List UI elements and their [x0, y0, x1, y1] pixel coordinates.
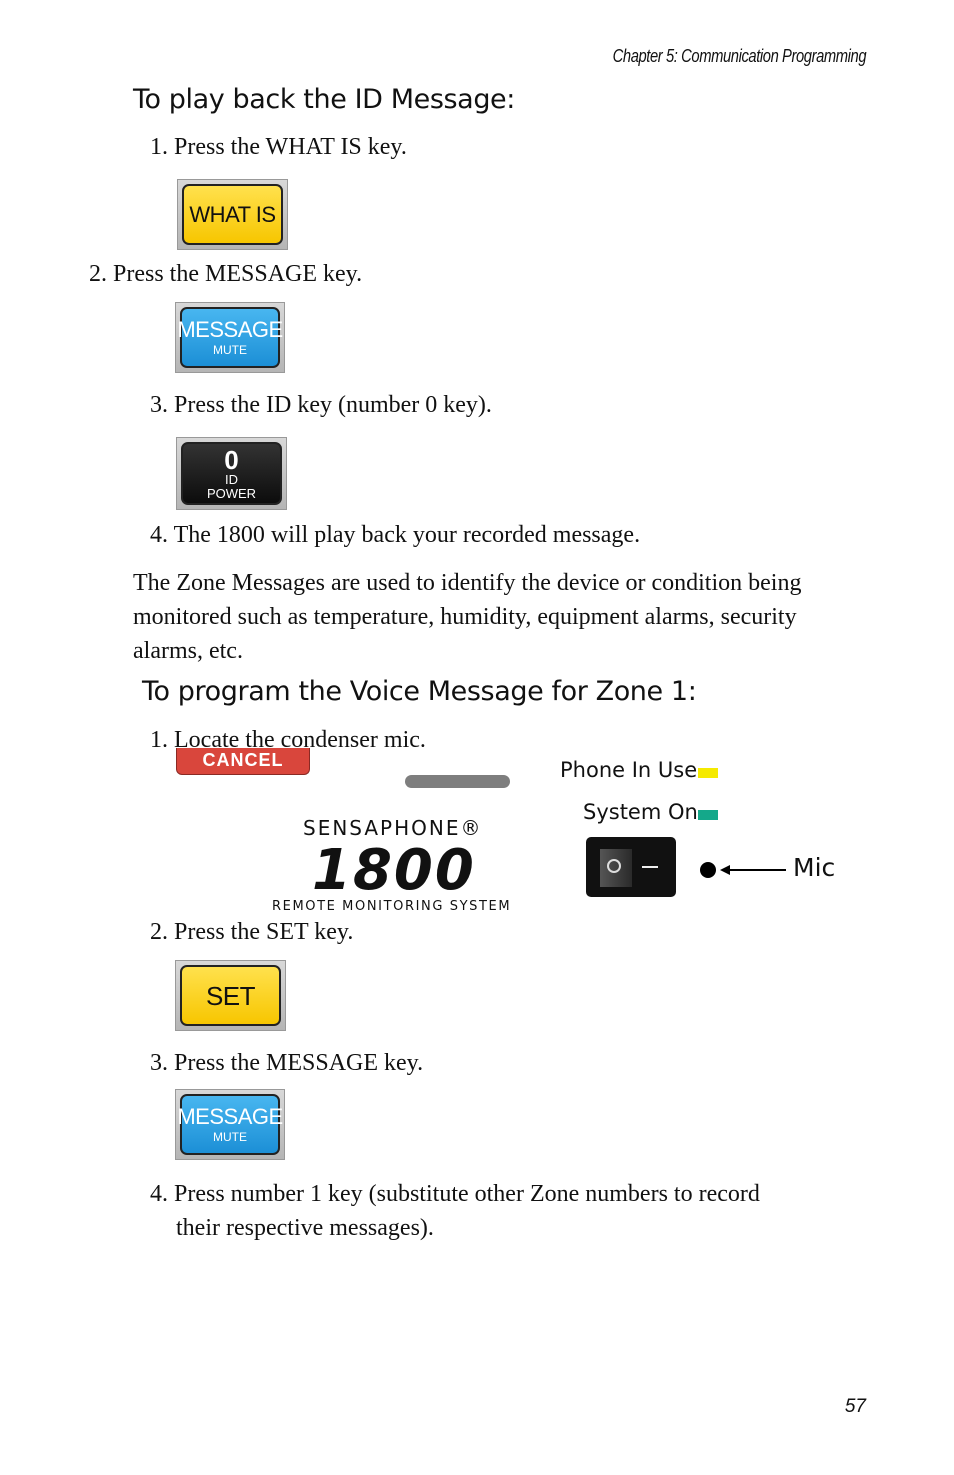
section-heading-zone1: To program the Voice Message for Zone 1:	[142, 676, 697, 707]
id-key-sublabel: ID	[225, 471, 238, 487]
set-key-label: SET	[205, 980, 256, 1011]
cancel-key-label: CANCEL	[202, 750, 284, 770]
brand-name: SENSAPHONE®	[303, 816, 483, 840]
message-key-2-label: MESSAGE	[177, 1104, 283, 1129]
mic-label: Mic	[793, 853, 836, 882]
phone-in-use-label: Phone In Use	[560, 758, 698, 782]
section-heading-playback: To play back the ID Message:	[133, 84, 515, 115]
id-key-power-label: POWER	[206, 485, 257, 501]
zone-step-3: 3. Press the MESSAGE key.	[150, 1050, 424, 1076]
speaker-slot	[405, 775, 510, 788]
mic-hole-icon	[700, 862, 716, 878]
zone-step-4-continued: their respective messages).	[176, 1215, 434, 1241]
message-key-sublabel: MUTE	[213, 343, 247, 357]
phone-in-use-led-icon	[698, 768, 718, 778]
message-key-label: MESSAGE	[177, 317, 283, 342]
zone-step-4: 4. Press number 1 key (substitute other Zone numbers to record	[150, 1181, 760, 1207]
zone-step-2: 2. Press the SET key.	[150, 919, 354, 945]
message-key-2-sublabel: MUTE	[213, 1130, 247, 1144]
playback-step-1: 1. Press the WHAT IS key.	[150, 134, 407, 160]
system-on-led-icon	[698, 810, 718, 820]
off-circle-icon	[607, 859, 621, 873]
power-switch	[586, 837, 676, 897]
zone-messages-paragraph: The Zone Messages are used to identify the device or condition being monitored such as temperature, humidity, equipment alarms, security alarms, etc.	[133, 570, 802, 664]
message-key-2	[175, 1089, 285, 1160]
chapter-header: Chapter 5: Communication Programming	[612, 46, 866, 66]
id-key-digit: 0	[224, 444, 239, 475]
set-key	[175, 960, 286, 1031]
zone-step-1: 1. Locate the condenser mic.	[150, 727, 426, 753]
id-key	[176, 437, 287, 510]
playback-step-2: 2. Press the MESSAGE key.	[89, 261, 363, 287]
product-subtitle	[272, 896, 522, 910]
page-number: 57	[844, 1396, 866, 1417]
mic-pointer-line	[728, 869, 786, 871]
message-key	[175, 302, 285, 373]
what-is-key-label: WHAT IS	[189, 201, 276, 227]
product-subtitle-text: REMOTE MONITORING SYSTEM	[272, 899, 512, 910]
playback-step-3: 3. Press the ID key (number 0 key).	[150, 392, 492, 418]
what-is-key	[177, 179, 288, 250]
playback-step-4: 4. The 1800 will play back your recorded message.	[150, 522, 641, 548]
on-dash-icon	[642, 866, 658, 868]
model-number: 1800	[312, 838, 476, 903]
system-on-label: System On	[583, 800, 698, 824]
switch-rocker	[600, 849, 632, 887]
